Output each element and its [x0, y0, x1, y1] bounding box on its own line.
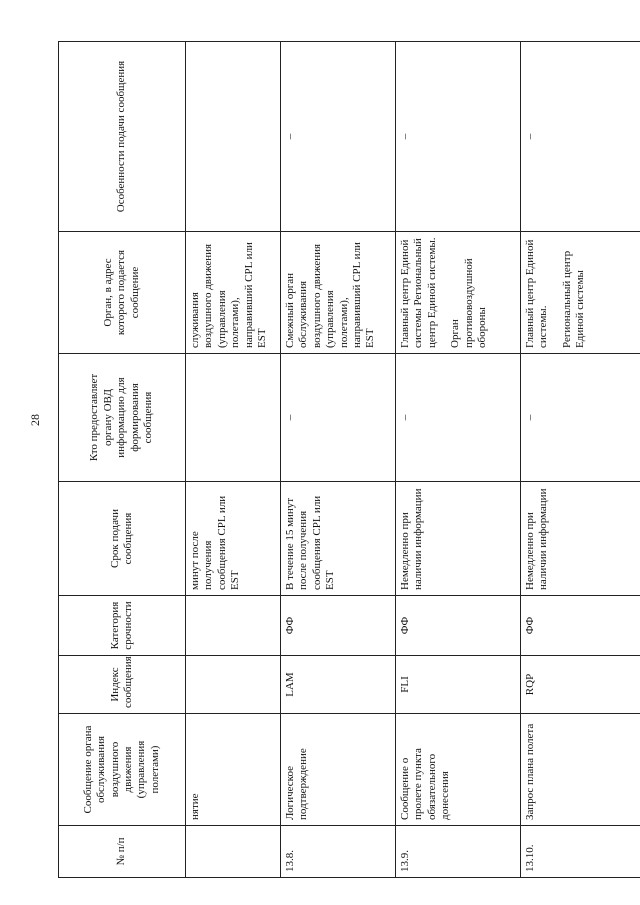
cell-provider: –: [281, 354, 396, 482]
cell-number: 13.8.: [281, 826, 396, 878]
addressee-line: Региональный центр Единой системы: [560, 250, 587, 348]
cell-provider: –: [396, 354, 521, 482]
cell-urgency: [186, 596, 281, 656]
cell-provider: [186, 354, 281, 482]
cell-message: Логическое подтверждение: [281, 714, 396, 826]
cell-message: Запрос плана полета: [521, 714, 640, 826]
cell-features: [186, 42, 281, 232]
cell-addressee: [396, 232, 521, 354]
addressee-line: Главный центр Единой системы.: [524, 239, 550, 348]
cell-provider: –: [521, 354, 640, 482]
header-urgency: Категория срочности: [59, 596, 186, 656]
cell-features: –: [521, 42, 640, 232]
header-message: Сообщение органа обслуживания воздушного движения (управления полетами): [59, 714, 186, 826]
table-row: [521, 42, 640, 878]
table-header-row: [59, 42, 186, 878]
cell-urgency: ФФ: [396, 596, 521, 656]
cell-addressee: Смежный орган обслуживания воздушного движения (управления полетами), направивший CPL или EST: [281, 232, 396, 354]
cell-addressee: служивания воздушного движения (управления полетами), направивший CPL или EST: [186, 232, 281, 354]
cell-urgency: ФФ: [521, 596, 640, 656]
page-number: 28: [28, 414, 42, 426]
cell-index: [186, 656, 281, 714]
messages-table: [58, 41, 640, 878]
addressee-line: Орган противовоздушной обороны: [449, 258, 489, 348]
cell-urgency: ФФ: [281, 596, 396, 656]
table-row: [281, 42, 396, 878]
rotated-table-container: [58, 42, 610, 878]
header-features: Особенности подачи сообщения: [59, 42, 186, 232]
cell-index: RQP: [521, 656, 640, 714]
cell-index: FLI: [396, 656, 521, 714]
cell-deadline: В течение 15 минут после получения сообщения CPL или EST: [281, 482, 396, 596]
header-addressee: Орган, в адрес которого подается сообщение: [59, 232, 186, 354]
table-row: [396, 42, 521, 878]
table-row: [186, 42, 281, 878]
header-number: № п/п: [59, 826, 186, 878]
cell-deadline: минут после получения сообщения CPL или EST: [186, 482, 281, 596]
cell-number: 13.9.: [396, 826, 521, 878]
cell-index: LAM: [281, 656, 396, 714]
addressee-line: Главный центр Единой системы Региональный центр Единой системы.: [399, 237, 438, 348]
cell-number: [186, 826, 281, 878]
cell-features: –: [281, 42, 396, 232]
cell-deadline: Немедленно при наличии информации: [521, 482, 640, 596]
cell-message: Сообщение о пролете пункта обязательного донесения: [396, 714, 521, 826]
cell-features: –: [396, 42, 521, 232]
cell-number: 13.10.: [521, 826, 640, 878]
cell-deadline: Немедленно при наличии информации: [396, 482, 521, 596]
cell-addressee: [521, 232, 640, 354]
header-provider: Кто предоставляет органу ОВД информацию для формирования сообщения: [59, 354, 186, 482]
cell-message: нятие: [186, 714, 281, 826]
header-deadline: Срок подачи сообщения: [59, 482, 186, 596]
header-index: Индекс сообщения: [59, 656, 186, 714]
